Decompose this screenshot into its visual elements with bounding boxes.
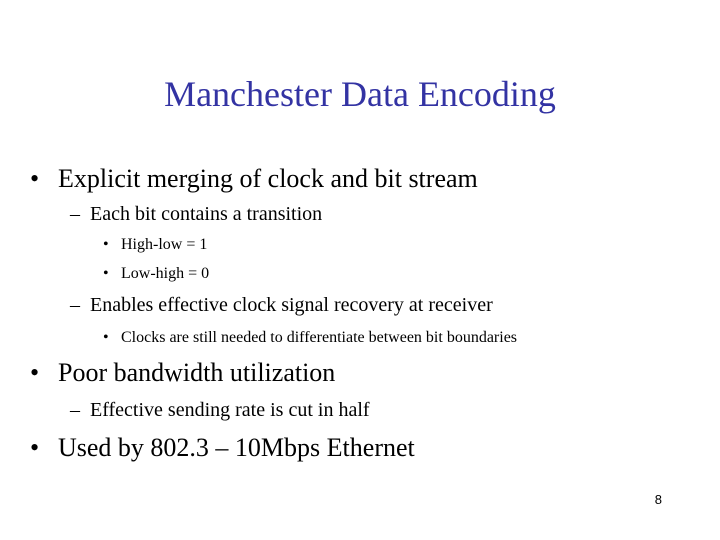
bullet-marker: • (30, 433, 40, 462)
dash-marker: – (70, 399, 80, 421)
bullet-marker: • (30, 358, 40, 387)
bullet-marker: • (103, 329, 109, 346)
sub-sub-bullet-text: Clocks are still needed to differentiate between bit boundaries (121, 329, 518, 346)
dash-marker: – (70, 294, 80, 316)
sub-sub-bullet-text: Low-high = 0 (121, 265, 210, 282)
bullet-marker: • (103, 265, 109, 282)
sub-bullet-text: Enables effective clock signal recovery at receiver (90, 294, 493, 316)
slide-title: Manchester Data Encoding (164, 74, 556, 114)
sub-bullet-text: Effective sending rate is cut in half (90, 399, 370, 421)
bullet-marker: • (103, 236, 109, 253)
bullet-marker: • (30, 164, 40, 193)
bullet-text: Explicit merging of clock and bit stream (58, 164, 478, 193)
dash-marker: – (70, 203, 80, 225)
page-number: 8 (654, 492, 662, 507)
sub-sub-bullet-text: High-low = 1 (121, 236, 208, 253)
bullet-text: Used by 802.3 – 10Mbps Ethernet (58, 433, 415, 462)
bullet-text: Poor bandwidth utilization (58, 358, 336, 387)
sub-bullet-text: Each bit contains a transition (90, 203, 323, 225)
